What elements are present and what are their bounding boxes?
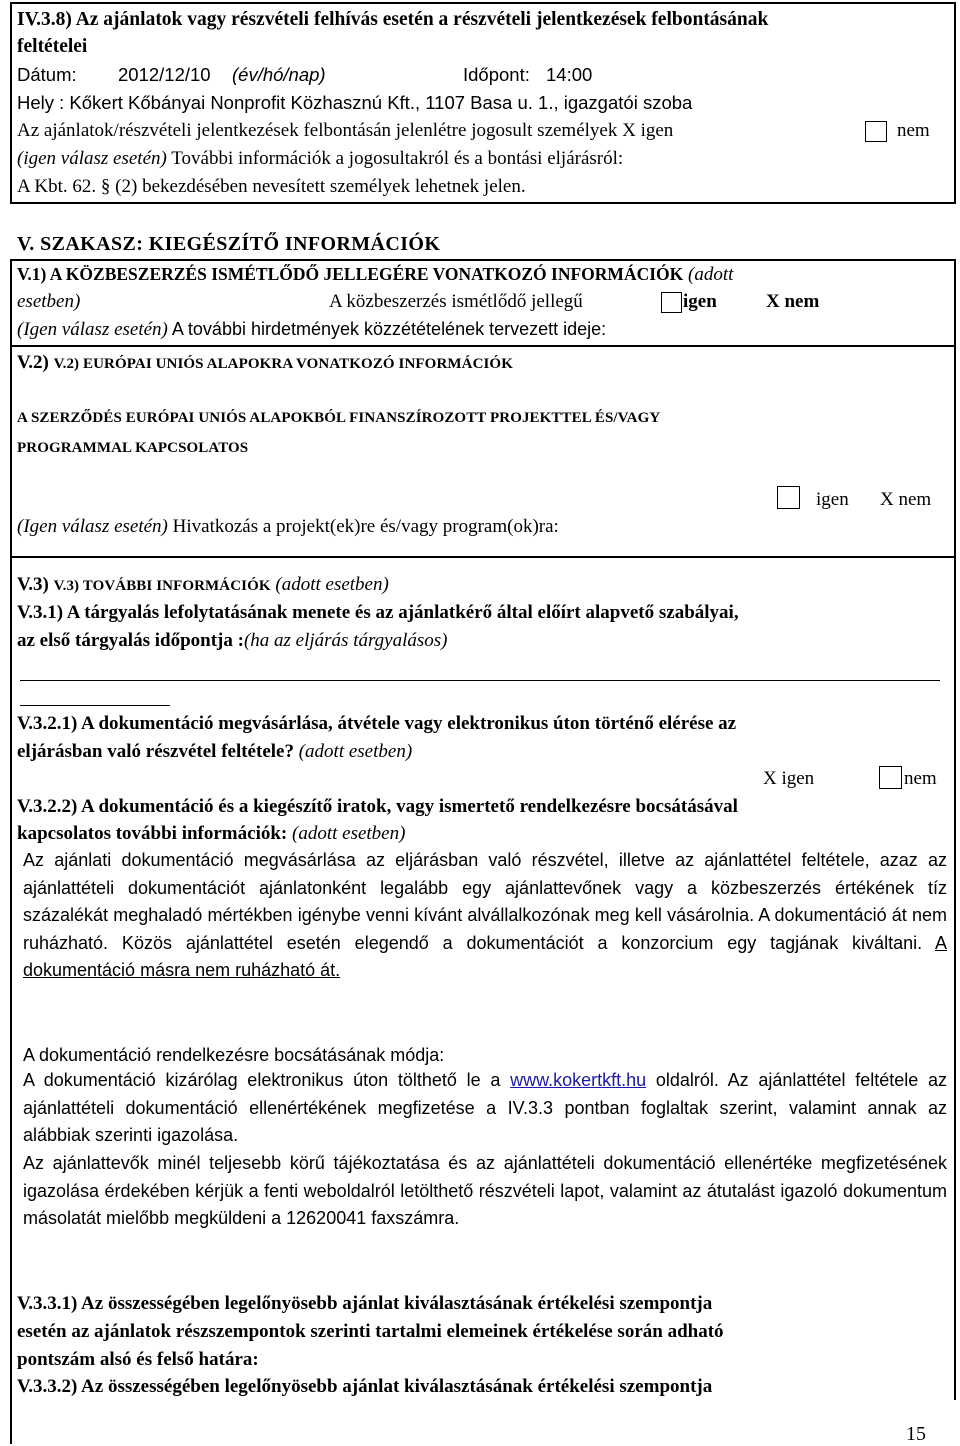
date-format: (év/hó/nap) bbox=[232, 64, 326, 85]
paragraph-download-a: A dokumentáció kizárólag elektronikus úton tölthető le a bbox=[23, 1070, 501, 1090]
paragraph-purchase-text: Az ajánlati dokumentáció megvásárlása az eljárásban való részvétel, illetve az ajánlattétel feltétele, azaz az ajánlattételi dokumentációt ajánlatonként legalább egy ajánlattevőnek vagy a közbeszerzés értékének tíz százalékát meghaladó mértékben igénybe venni kívánt alvállalkozónak meg kell vásárolnia. A dokumentáció át nem ruházható. Közös ajánlattétel esetén elegendő a dokumentációt a konzorcium egy tagjának kiváltani. bbox=[23, 850, 947, 953]
v2-prefix: V. bbox=[17, 352, 34, 373]
v2-heading: V.2) EURÓPAI UNIÓS ALAPOKRA VONATKOZÓ INFORMÁCIÓK bbox=[53, 356, 513, 372]
v321-no-checkbox[interactable] bbox=[879, 766, 902, 789]
paragraph-fax-text: Az ajánlattevők minél teljesebb körű tájékoztatása és az ajánlattételi dokumentáció ellenértéke megfizetésének igazolása érdekében kérjük a fenti weboldalról letölthető részvételi lapot, valamint az átutalást igazoló dokumentum másolatát mielőbb megküldeni a 12620041 faxszámra. bbox=[23, 1153, 947, 1228]
paragraph-purchase bbox=[23, 847, 947, 985]
v31-line-1: V.3.1) A tárgyalás lefolytatásának menete és az ajánlatkérő által előírt alapvető szabályai, bbox=[17, 602, 739, 623]
v322-line-2 bbox=[17, 822, 405, 846]
v322-line-1: V.3.2.2) A dokumentáció és a kiegészítő iratok, vagy ismertető rendelkezésre bocsátásával bbox=[17, 796, 738, 817]
date-label: Dátum: bbox=[17, 64, 77, 85]
v321-line-1: V.3.2.1) A dokumentáció megvásárlása, átvétele vagy elektronikus úton történő elérése az bbox=[17, 713, 737, 734]
v1-followup: A további hirdetmények közzétételének tervezett ideje: bbox=[171, 319, 607, 339]
v321-adott: (adott esetben) bbox=[298, 741, 413, 762]
v2-sub-2: PROGRAMMAL KAPCSOLATOS bbox=[17, 440, 249, 456]
v1-adott-cont: esetben) bbox=[17, 291, 81, 312]
v2-yes-label: igen bbox=[816, 489, 849, 510]
v331-line-1: V.3.3.1) Az összességében legelőnyösebb ajánlat kiválasztásának értékelési szempontja bbox=[17, 1293, 713, 1314]
v331-line-2: esetén az ajánlatok részszempontok szerinti tartalmi elemeinek értékelése során adható bbox=[17, 1321, 724, 1342]
v331-line-3: pontszám alsó és felső határa: bbox=[17, 1349, 259, 1370]
paragraph-purchase-underlined: A dokumentáció másra nem ruházható át. bbox=[23, 932, 947, 980]
v2-yes-checkbox[interactable] bbox=[777, 486, 800, 509]
v321-yes-label: X igen bbox=[763, 768, 815, 789]
v322-text: kapcsolatos további információk: bbox=[17, 823, 288, 844]
paragraph-download bbox=[23, 1067, 947, 1150]
info-line bbox=[17, 147, 623, 171]
attendance-no-label: nem bbox=[897, 120, 930, 141]
v3-heading: V.3) TOVÁBBI INFORMÁCIÓK bbox=[53, 578, 271, 594]
v1-followup-line bbox=[17, 317, 606, 342]
v3-num: V.3) bbox=[17, 574, 54, 595]
mode-label: A dokumentáció rendelkezésre bocsátásának módja: bbox=[23, 1045, 445, 1065]
v2-no-label: X nem bbox=[880, 489, 932, 510]
v3-heading-line bbox=[17, 573, 389, 598]
v1-question: A közbeszerzés ismétlődő jellegű bbox=[329, 291, 583, 312]
v1-heading: V.1) A KÖZBESZERZÉS ISMÉTLŐDŐ JELLEGÉRE VONATKOZÓ INFORMÁCIÓK bbox=[17, 264, 684, 284]
kbt-line: A Kbt. 62. § (2) bekezdésében nevesített személyek lehetnek jelen. bbox=[17, 176, 526, 197]
attendance-no-checkbox[interactable] bbox=[865, 121, 887, 142]
v321-question: eljárásban való részvétel feltétele? bbox=[17, 741, 294, 762]
v1-heading-line bbox=[17, 262, 733, 287]
v31-line-2 bbox=[17, 629, 447, 653]
v3-adott: (adott esetben) bbox=[275, 574, 389, 595]
section-heading: IV.3.8) Az ajánlatok vagy részvételi felhívás esetén a részvételi jelentkezések felbontásának bbox=[17, 9, 769, 30]
answer-rule-long bbox=[20, 680, 940, 681]
answer-rule-short bbox=[20, 705, 170, 706]
section-v-title: V. SZAKASZ: KIEGÉSZÍTŐ INFORMÁCIÓK bbox=[17, 233, 441, 255]
kokert-website-link[interactable]: www.kokertkft.hu bbox=[510, 1070, 647, 1090]
v2-ref: Hivatkozás a projekt(ek)re és/vagy program(ok)ra: bbox=[172, 516, 559, 537]
attendance-text: Az ajánlatok/részvételi jelentkezések felbontásán jelenlétre jogosult személyek X igen bbox=[17, 120, 674, 141]
v321-line-2 bbox=[17, 740, 412, 764]
time-label: Időpont: bbox=[463, 64, 530, 85]
v31-line-2-italic: (ha az eljárás tárgyalásos) bbox=[243, 630, 448, 651]
v2-ref-line bbox=[17, 515, 559, 539]
v3-right-border bbox=[954, 556, 956, 1400]
info-italic: (igen válasz esetén) bbox=[17, 148, 167, 169]
paragraph-download-b: oldalról. Az ajánlattétel feltétele az ajánlattételi dokumentáció ellenértékének megfizetése a IV.3.3 pontban foglaltak szerint, valamint annak az alábbiak szerinti igazolása. bbox=[23, 1070, 947, 1145]
v1-no-label: X nem bbox=[766, 291, 820, 312]
date-value: 2012/12/10 bbox=[118, 64, 211, 85]
v332-line-1: V.3.3.2) Az összességében legelőnyösebb ajánlat kiválasztásának értékelési szempontja bbox=[17, 1376, 713, 1397]
v1-adott: (adott bbox=[688, 264, 734, 285]
place-line: Hely : Kőkert Kőbányai Nonprofit Közhasznú Kft., 1107 Basa u. 1., igazgatói szoba bbox=[17, 92, 693, 113]
info-text: További információk a jogosultakról és a bontási eljárásról: bbox=[171, 148, 624, 169]
v2-sub-1: A SZERZŐDÉS EURÓPAI UNIÓS ALAPOKBÓL FINANSZÍROZOTT PROJEKTTEL ÉS/VAGY bbox=[17, 410, 661, 426]
v1-followup-italic: (Igen válasz esetén) bbox=[17, 319, 168, 340]
v2-num: 2) bbox=[33, 352, 54, 373]
time-value: 14:00 bbox=[546, 64, 593, 85]
v321-no-label: nem bbox=[904, 768, 937, 789]
section-heading-cont: feltételei bbox=[17, 36, 88, 57]
v1-question-line bbox=[17, 290, 947, 314]
v1-yes-label: igen bbox=[683, 291, 717, 312]
v3-left-border bbox=[10, 556, 12, 1444]
v322-adott: (adott esetben) bbox=[292, 823, 406, 844]
paragraph-fax bbox=[23, 1150, 947, 1233]
date-row bbox=[17, 63, 593, 87]
v2-ref-italic: (Igen válasz esetén) bbox=[17, 516, 168, 537]
attendance-line bbox=[17, 119, 952, 143]
v2-heading-line bbox=[17, 351, 513, 376]
page-number: 15 bbox=[906, 1423, 926, 1445]
v1-yes-checkbox[interactable] bbox=[661, 292, 682, 313]
v31-line-2-text: az első tárgyalás időpontja : bbox=[17, 630, 244, 651]
